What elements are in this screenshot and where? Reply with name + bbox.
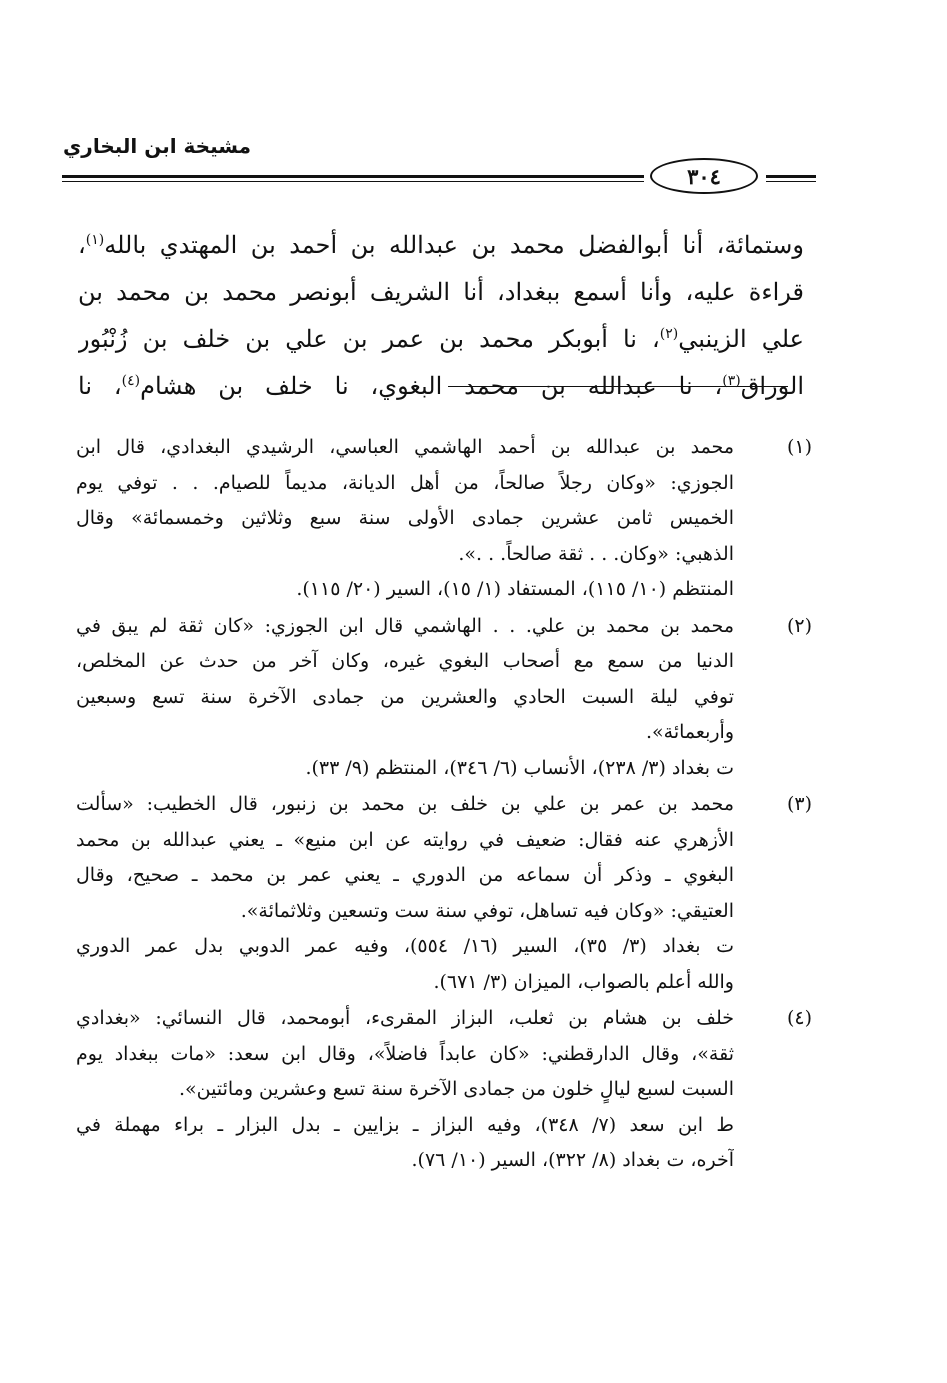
footnote-4 [76,1001,812,1179]
page-header [62,128,816,188]
text-line [78,222,804,269]
footnote-line: خلف بن هشام بن ثعلب، البزاز المقرىء، أبومحمد، قال النسائي: «بغدادي [76,1007,734,1029]
footnote-number: (٢) [786,614,812,637]
text-segment: وستمائة، أنا أبوالفضل محمد بن عبدالله بن أحمد بن المهتدي بالله [104,231,804,259]
footnote-line: العتيقي: «وكان فيه تساهل، توفي سنة ست وتسعين وثلاثمائة». [240,899,734,922]
footnote-citation: المنتظم (١٠/ ١١٥)، المستفاد (١/ ١٥)، السير (٢٠/ ١١٥). [296,578,734,600]
footnote-citation: والله أعلم بالصواب، الميزان (٣/ ٦٧١). [433,970,734,993]
footnote-citation: ط ابن سعد (٧/ ٣٤٨)، وفيه البزاز ـ بزايين ـ بدل البزار ـ براء مهملة في [76,1113,734,1136]
footnote-citation: آخره، ت بغداد (٨/ ٣٢٢)، السير (١٠/ ٧٦). [411,1149,734,1171]
text-segment: ، نا عبدالله بن محمد البغوي، نا خلف بن هشام [140,372,723,400]
footnote-line: توفي ليلة السبت الحادي والعشرين من جمادى الآخرة سنة تسع وسبعين [76,685,734,708]
footnote-separator [448,386,788,387]
text-segment: ، [78,231,86,259]
text-line [78,316,804,363]
footnote-2 [76,609,812,787]
text-segment: الوراق [740,372,804,400]
footnote-ref: (١) [85,232,105,248]
text-segment: ، نا [78,372,122,400]
footnote-number: (٣) [786,793,812,815]
footnote-number: (٤) [786,1007,812,1029]
header-rule-right [766,175,816,182]
text-segment: علي الزينبي [678,325,804,353]
footnote-ref: (٢) [659,326,679,342]
footnote-citation: ت بغداد (٣/ ٢٣٨)، الأنساب (٦/ ٣٤٦)، المنتظم (٩/ ٣٣). [305,756,734,779]
footnote-line: الجوزي: «وكان رجلاً صالحاً، من أهل الديانة، مديماً للصيام. . . توفي يوم [76,471,734,494]
footnote-line: السبت لسبع ليالٍ خلون من جمادى الآخرة سنة تسع وعشرين ومائتين». [178,1078,734,1100]
footnote-line: الدنيا من سمع مع أصحاب البغوي غيره، وكان آخر من حدث عن المخلص، [76,650,734,672]
page-number: ٣٠٤ [650,158,758,194]
footnote-citation: ت بغداد (٣/ ٣٥)، السير (١٦/ ٥٥٤)، وفيه عمر الدوبي بدل عمر الدوري [76,935,734,957]
footnote-line: الخميس ثامن عشرين جمادى الأولى سنة سبع وثلاثين وخمسمائة» وقال [76,507,734,529]
footnote-line: البغوي ـ وذكر أن سماعه من الدوري ـ يعني عمر بن محمد ـ صحيح، وقال [76,864,734,886]
footnote-line: محمد بن عبدالله بن أحمد الهاشمي العباسي، الرشيدي البغدادي، قال ابن [76,436,734,458]
footnote-ref: (٣) [722,373,741,389]
header-rule-left [62,175,644,182]
footnote-line: الأزهري عنه فقال: ضعيف في روايته عن ابن منيع» ـ يعني عبدالله بن محمد [76,828,734,851]
book-title: مشيخة ابن البخاري [62,134,251,158]
footnote-line: محمد بن عمر بن علي بن خلف بن محمد بن زنبور، قال الخطيب: «سألت [76,793,734,815]
footnote-1 [76,430,812,608]
main-text [78,222,804,410]
text-segment: قراءة عليه، وأنا أسمع ببغداد، أنا الشريف أبونصر محمد بن محمد بن [78,278,804,306]
footnote-line: محمد بن محمد بن علي. . . الهاشمي قال ابن الجوزي: «كان ثقة لم يبق في [76,614,734,637]
text-line [78,269,804,316]
footnotes [76,430,812,1180]
footnote-line: ثقة»، وقال الدارقطني: «كان عابداً فاضلاً»، وقال ابن سعد: «مات ببغداد يوم [76,1042,734,1065]
footnote-line: الذهبي: «وكان. . . ثقة صالحاً. . .». [458,542,734,565]
footnote-ref: (٤) [121,373,141,389]
footnote-line: وأربعمائة». [646,721,734,743]
footnote-3 [76,787,812,1000]
text-segment: ، نا أبوبكر محمد بن عمر بن علي بن خلف بن زُنْبُور [78,325,660,353]
footnote-number: (١) [786,436,812,458]
